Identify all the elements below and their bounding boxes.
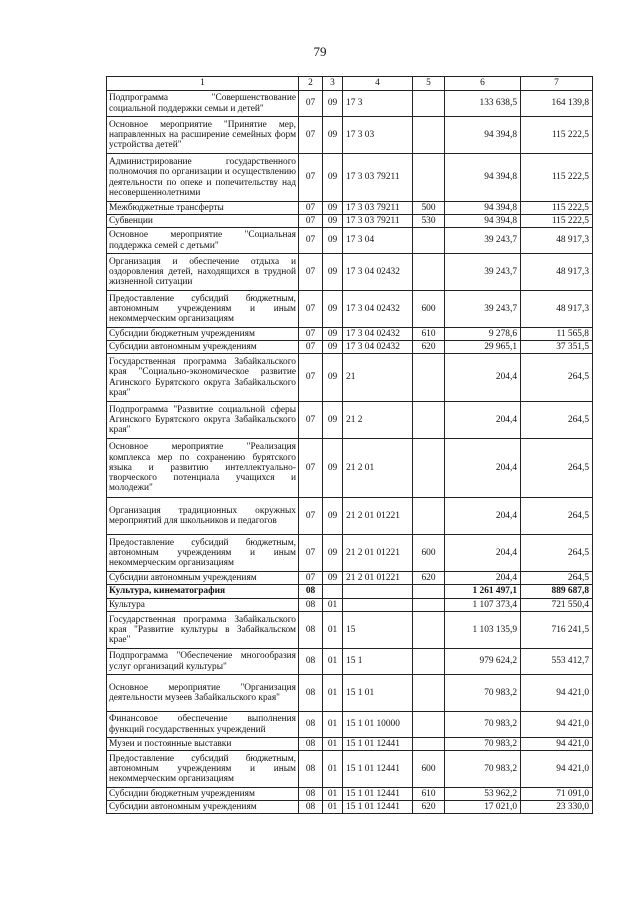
row-amount-year1-cell: 979 624,2 bbox=[445, 649, 521, 675]
row-target-article-cell bbox=[343, 585, 413, 599]
row-name-cell: Государственная программа Забайкальского края "Развитие культуры в Забайкальском крае" bbox=[107, 612, 299, 649]
row-amount-year1-cell: 204,4 bbox=[445, 572, 521, 585]
table-body bbox=[107, 91, 593, 814]
row-expense-type-cell bbox=[413, 712, 445, 738]
table-row bbox=[107, 585, 593, 599]
row-subsection-cell bbox=[323, 585, 343, 599]
row-name-cell: Музеи и постоянные выставки bbox=[107, 738, 299, 751]
row-amount-year2-cell: 94 421,0 bbox=[521, 751, 593, 788]
row-amount-year2-cell: 94 421,0 bbox=[521, 738, 593, 751]
row-amount-year2-cell: 164 139,8 bbox=[521, 91, 593, 117]
row-amount-year2-cell: 553 412,7 bbox=[521, 649, 593, 675]
table-row bbox=[107, 675, 593, 712]
row-section-cell: 08 bbox=[299, 649, 323, 675]
row-amount-year1-cell: 133 638,5 bbox=[445, 91, 521, 117]
table-row bbox=[107, 712, 593, 738]
table-row bbox=[107, 649, 593, 675]
row-expense-type-cell bbox=[413, 599, 445, 612]
header-col-1: 1 bbox=[107, 77, 299, 91]
row-expense-type-cell bbox=[413, 402, 445, 439]
table-row bbox=[107, 254, 593, 291]
table-row bbox=[107, 801, 593, 814]
table-row bbox=[107, 612, 593, 649]
row-section-cell: 07 bbox=[299, 228, 323, 254]
row-section-cell: 07 bbox=[299, 215, 323, 228]
row-expense-type-cell: 610 bbox=[413, 788, 445, 801]
row-amount-year2-cell: 716 241,5 bbox=[521, 612, 593, 649]
table-row bbox=[107, 439, 593, 498]
header-col-6: 6 bbox=[445, 77, 521, 91]
row-section-cell: 07 bbox=[299, 535, 323, 572]
row-target-article-cell: 17 3 03 79211 bbox=[343, 215, 413, 228]
row-expense-type-cell bbox=[413, 228, 445, 254]
row-expense-type-cell bbox=[413, 154, 445, 202]
row-subsection-cell: 09 bbox=[323, 202, 343, 215]
row-target-article-cell: 17 3 03 79211 bbox=[343, 154, 413, 202]
row-name-cell: Государственная программа Забайкальского края "Социально-экономическое развитие Агинского Бурятского округа Забайкальского края" bbox=[107, 354, 299, 402]
row-target-article-cell: 21 2 01 01221 bbox=[343, 498, 413, 535]
table-row bbox=[107, 228, 593, 254]
row-expense-type-cell bbox=[413, 439, 445, 498]
row-section-cell: 07 bbox=[299, 572, 323, 585]
table-row bbox=[107, 738, 593, 751]
row-amount-year1-cell: 70 983,2 bbox=[445, 751, 521, 788]
row-target-article-cell: 17 3 04 02432 bbox=[343, 254, 413, 291]
row-amount-year2-cell: 94 421,0 bbox=[521, 675, 593, 712]
row-section-cell: 08 bbox=[299, 788, 323, 801]
row-subsection-cell: 09 bbox=[323, 215, 343, 228]
row-subsection-cell: 09 bbox=[323, 572, 343, 585]
header-col-7: 7 bbox=[521, 77, 593, 91]
row-section-cell: 08 bbox=[299, 599, 323, 612]
row-section-cell: 07 bbox=[299, 291, 323, 328]
row-amount-year1-cell: 1 103 135,9 bbox=[445, 612, 521, 649]
row-name-cell: Субсидии бюджетным учреждениям bbox=[107, 328, 299, 341]
row-name-cell: Субсидии автономным учреждениям bbox=[107, 572, 299, 585]
table-row bbox=[107, 354, 593, 402]
row-amount-year2-cell: 37 351,5 bbox=[521, 341, 593, 354]
row-amount-year2-cell: 721 550,4 bbox=[521, 599, 593, 612]
row-target-article-cell: 15 1 bbox=[343, 649, 413, 675]
row-target-article-cell: 17 3 04 02432 bbox=[343, 291, 413, 328]
row-name-cell: Подпрограмма "Развитие социальной сферы Агинского Бурятского округа Забайкальского края" bbox=[107, 402, 299, 439]
row-name-cell: Субсидии автономным учреждениям bbox=[107, 801, 299, 814]
row-subsection-cell: 01 bbox=[323, 612, 343, 649]
row-target-article-cell: 17 3 04 bbox=[343, 228, 413, 254]
row-amount-year1-cell: 39 243,7 bbox=[445, 228, 521, 254]
row-expense-type-cell bbox=[413, 117, 445, 154]
row-subsection-cell: 09 bbox=[323, 341, 343, 354]
row-amount-year2-cell: 23 330,0 bbox=[521, 801, 593, 814]
row-expense-type-cell bbox=[413, 612, 445, 649]
row-amount-year2-cell: 264,5 bbox=[521, 354, 593, 402]
row-amount-year1-cell: 204,4 bbox=[445, 535, 521, 572]
row-amount-year2-cell: 264,5 bbox=[521, 402, 593, 439]
table-row bbox=[107, 291, 593, 328]
row-amount-year1-cell: 70 983,2 bbox=[445, 738, 521, 751]
row-section-cell: 08 bbox=[299, 585, 323, 599]
row-section-cell: 07 bbox=[299, 154, 323, 202]
table-row bbox=[107, 341, 593, 354]
row-amount-year2-cell: 264,5 bbox=[521, 572, 593, 585]
row-expense-type-cell: 500 bbox=[413, 202, 445, 215]
row-section-cell: 07 bbox=[299, 254, 323, 291]
table-row bbox=[107, 788, 593, 801]
row-subsection-cell: 09 bbox=[323, 439, 343, 498]
row-amount-year1-cell: 94 394,8 bbox=[445, 202, 521, 215]
row-name-cell: Основное мероприятие "Организация деятельности музеев Забайкальского края" bbox=[107, 675, 299, 712]
row-amount-year1-cell: 94 394,8 bbox=[445, 215, 521, 228]
row-expense-type-cell: 600 bbox=[413, 291, 445, 328]
row-target-article-cell: 17 3 04 02432 bbox=[343, 341, 413, 354]
table-header-row bbox=[107, 77, 593, 91]
row-section-cell: 08 bbox=[299, 751, 323, 788]
row-amount-year2-cell: 94 421,0 bbox=[521, 712, 593, 738]
row-subsection-cell: 09 bbox=[323, 254, 343, 291]
row-subsection-cell: 09 bbox=[323, 402, 343, 439]
row-target-article-cell: 17 3 03 bbox=[343, 117, 413, 154]
row-subsection-cell: 09 bbox=[323, 354, 343, 402]
row-target-article-cell: 21 bbox=[343, 354, 413, 402]
table-row bbox=[107, 599, 593, 612]
row-subsection-cell: 01 bbox=[323, 712, 343, 738]
row-expense-type-cell: 600 bbox=[413, 751, 445, 788]
row-name-cell: Предоставление субсидий бюджетным, автономным учреждениям и иным некоммерческим организациям bbox=[107, 535, 299, 572]
row-name-cell: Организация и обеспечение отдыха и оздоровления детей, находящихся в трудной жизненной ситуации bbox=[107, 254, 299, 291]
table-row bbox=[107, 498, 593, 535]
row-amount-year1-cell: 204,4 bbox=[445, 354, 521, 402]
row-expense-type-cell bbox=[413, 649, 445, 675]
row-section-cell: 07 bbox=[299, 354, 323, 402]
row-target-article-cell: 15 1 01 12441 bbox=[343, 788, 413, 801]
row-amount-year2-cell: 264,5 bbox=[521, 535, 593, 572]
row-subsection-cell: 01 bbox=[323, 738, 343, 751]
row-section-cell: 07 bbox=[299, 402, 323, 439]
row-expense-type-cell: 620 bbox=[413, 801, 445, 814]
row-name-cell: Финансовое обеспечение выполнения функций государственных учреждений bbox=[107, 712, 299, 738]
row-section-cell: 08 bbox=[299, 675, 323, 712]
header-col-3: 3 bbox=[323, 77, 343, 91]
row-expense-type-cell bbox=[413, 675, 445, 712]
row-amount-year1-cell: 53 962,2 bbox=[445, 788, 521, 801]
row-section-cell: 08 bbox=[299, 801, 323, 814]
row-name-cell: Основное мероприятие "Принятие мер, направленных на расширение семейных форм устройства детей" bbox=[107, 117, 299, 154]
budget-table bbox=[106, 76, 593, 814]
page-number: 79 bbox=[313, 44, 327, 59]
row-name-cell: Предоставление субсидий бюджетным, автономным учреждениям и иным некоммерческим организациям bbox=[107, 751, 299, 788]
row-section-cell: 07 bbox=[299, 498, 323, 535]
header-col-4: 4 bbox=[343, 77, 413, 91]
row-section-cell: 08 bbox=[299, 712, 323, 738]
row-name-cell: Основное мероприятие "Социальная поддержка семей с детьми" bbox=[107, 228, 299, 254]
row-target-article-cell: 17 3 bbox=[343, 91, 413, 117]
row-target-article-cell: 17 3 03 79211 bbox=[343, 202, 413, 215]
row-name-cell: Межбюджетные трансферты bbox=[107, 202, 299, 215]
row-amount-year1-cell: 70 983,2 bbox=[445, 675, 521, 712]
row-subsection-cell: 09 bbox=[323, 228, 343, 254]
row-expense-type-cell bbox=[413, 354, 445, 402]
row-name-cell: Субсидии автономным учреждениям bbox=[107, 341, 299, 354]
row-amount-year1-cell: 204,4 bbox=[445, 439, 521, 498]
table-row bbox=[107, 535, 593, 572]
row-target-article-cell: 21 2 01 01221 bbox=[343, 535, 413, 572]
row-name-cell: Культура bbox=[107, 599, 299, 612]
row-amount-year2-cell: 264,5 bbox=[521, 439, 593, 498]
row-amount-year1-cell: 204,4 bbox=[445, 498, 521, 535]
row-target-article-cell: 17 3 04 02432 bbox=[343, 328, 413, 341]
row-amount-year1-cell: 39 243,7 bbox=[445, 254, 521, 291]
row-subsection-cell: 09 bbox=[323, 291, 343, 328]
row-amount-year1-cell: 17 021,0 bbox=[445, 801, 521, 814]
row-subsection-cell: 09 bbox=[323, 328, 343, 341]
row-name-cell: Субвенции bbox=[107, 215, 299, 228]
table-row bbox=[107, 154, 593, 202]
row-amount-year2-cell: 115 222,5 bbox=[521, 202, 593, 215]
row-section-cell: 07 bbox=[299, 117, 323, 154]
row-subsection-cell: 09 bbox=[323, 498, 343, 535]
row-expense-type-cell bbox=[413, 91, 445, 117]
row-amount-year2-cell: 115 222,5 bbox=[521, 154, 593, 202]
header-col-5: 5 bbox=[413, 77, 445, 91]
row-section-cell: 07 bbox=[299, 202, 323, 215]
row-target-article-cell: 15 1 01 bbox=[343, 675, 413, 712]
row-amount-year1-cell: 9 278,6 bbox=[445, 328, 521, 341]
row-amount-year2-cell: 11 565,8 bbox=[521, 328, 593, 341]
row-subsection-cell: 01 bbox=[323, 675, 343, 712]
row-target-article-cell: 21 2 01 01221 bbox=[343, 572, 413, 585]
row-target-article-cell: 15 1 01 12441 bbox=[343, 801, 413, 814]
table-row bbox=[107, 402, 593, 439]
table-row bbox=[107, 328, 593, 341]
row-expense-type-cell bbox=[413, 498, 445, 535]
row-name-cell: Субсидии бюджетным учреждениям bbox=[107, 788, 299, 801]
row-subsection-cell: 01 bbox=[323, 801, 343, 814]
row-expense-type-cell: 600 bbox=[413, 535, 445, 572]
row-target-article-cell: 15 1 01 10000 bbox=[343, 712, 413, 738]
row-amount-year2-cell: 48 917,3 bbox=[521, 291, 593, 328]
row-expense-type-cell: 530 bbox=[413, 215, 445, 228]
row-amount-year2-cell: 115 222,5 bbox=[521, 215, 593, 228]
row-subsection-cell: 01 bbox=[323, 599, 343, 612]
row-amount-year2-cell: 71 091,0 bbox=[521, 788, 593, 801]
table-row bbox=[107, 91, 593, 117]
row-amount-year2-cell: 889 687,8 bbox=[521, 585, 593, 599]
row-expense-type-cell bbox=[413, 738, 445, 751]
row-amount-year2-cell: 48 917,3 bbox=[521, 254, 593, 291]
row-amount-year1-cell: 39 243,7 bbox=[445, 291, 521, 328]
row-target-article-cell: 21 2 bbox=[343, 402, 413, 439]
row-name-cell: Основное мероприятие "Реализация комплекса мер по сохранению бурятского языка и развитию интеллектуально-творческого потенциала учащихся и молодежи" bbox=[107, 439, 299, 498]
row-amount-year2-cell: 48 917,3 bbox=[521, 228, 593, 254]
row-amount-year1-cell: 70 983,2 bbox=[445, 712, 521, 738]
row-section-cell: 07 bbox=[299, 328, 323, 341]
row-amount-year1-cell: 1 107 373,4 bbox=[445, 599, 521, 612]
row-section-cell: 07 bbox=[299, 341, 323, 354]
row-name-cell: Подпрограмма "Обеспечение многообразия услуг организаций культуры" bbox=[107, 649, 299, 675]
row-subsection-cell: 09 bbox=[323, 91, 343, 117]
table-row bbox=[107, 572, 593, 585]
table-row bbox=[107, 751, 593, 788]
header-col-2: 2 bbox=[299, 77, 323, 91]
row-section-cell: 07 bbox=[299, 439, 323, 498]
row-section-cell: 08 bbox=[299, 612, 323, 649]
row-target-article-cell: 15 bbox=[343, 612, 413, 649]
table-row bbox=[107, 202, 593, 215]
row-name-cell: Предоставление субсидий бюджетным, автономным учреждениям и иным некоммерческим организациям bbox=[107, 291, 299, 328]
row-section-cell: 07 bbox=[299, 91, 323, 117]
row-subsection-cell: 09 bbox=[323, 154, 343, 202]
row-target-article-cell bbox=[343, 599, 413, 612]
row-amount-year1-cell: 1 261 497,1 bbox=[445, 585, 521, 599]
table-row bbox=[107, 117, 593, 154]
row-expense-type-cell: 620 bbox=[413, 572, 445, 585]
row-expense-type-cell bbox=[413, 585, 445, 599]
row-subsection-cell: 09 bbox=[323, 117, 343, 154]
row-target-article-cell: 15 1 01 12441 bbox=[343, 738, 413, 751]
row-target-article-cell: 15 1 01 12441 bbox=[343, 751, 413, 788]
row-amount-year1-cell: 94 394,8 bbox=[445, 117, 521, 154]
row-amount-year1-cell: 204,4 bbox=[445, 402, 521, 439]
row-name-cell: Культура, кинематография bbox=[107, 585, 299, 599]
row-amount-year1-cell: 29 965,1 bbox=[445, 341, 521, 354]
row-subsection-cell: 01 bbox=[323, 649, 343, 675]
row-amount-year2-cell: 264,5 bbox=[521, 498, 593, 535]
row-name-cell: Администрирование государственного полномочия по организации и осуществлению деятельности по опеке и попечительству над несовершеннолетними bbox=[107, 154, 299, 202]
row-subsection-cell: 01 bbox=[323, 751, 343, 788]
table-row bbox=[107, 215, 593, 228]
row-expense-type-cell: 620 bbox=[413, 341, 445, 354]
row-amount-year2-cell: 115 222,5 bbox=[521, 117, 593, 154]
row-expense-type-cell bbox=[413, 254, 445, 291]
row-subsection-cell: 09 bbox=[323, 535, 343, 572]
row-section-cell: 08 bbox=[299, 738, 323, 751]
row-name-cell: Организация традиционных окружных мероприятий для школьников и педагогов bbox=[107, 498, 299, 535]
row-amount-year1-cell: 94 394,8 bbox=[445, 154, 521, 202]
row-name-cell: Подпрограмма "Совершенствование социальной поддержки семьи и детей" bbox=[107, 91, 299, 117]
row-target-article-cell: 21 2 01 bbox=[343, 439, 413, 498]
row-expense-type-cell: 610 bbox=[413, 328, 445, 341]
row-subsection-cell: 01 bbox=[323, 788, 343, 801]
